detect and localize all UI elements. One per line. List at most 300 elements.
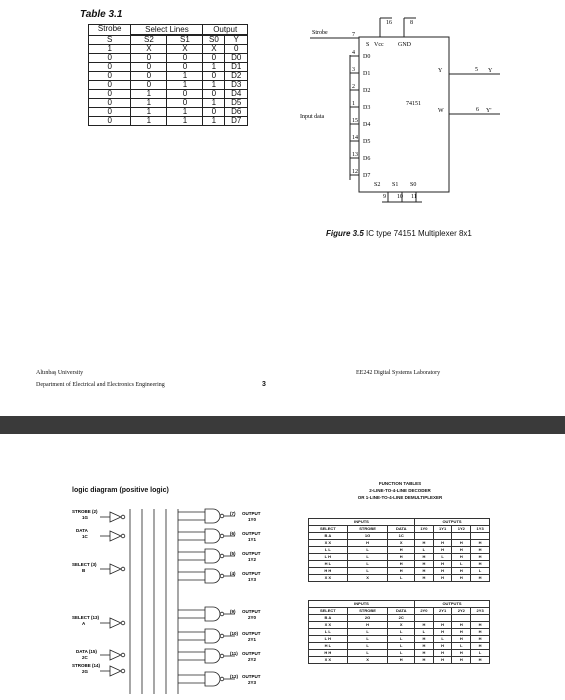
function-tables-title [300, 480, 500, 501]
ft-cell: H [471, 629, 490, 636]
output-label: OUTPUT [242, 511, 261, 516]
ft-cell: H [415, 650, 434, 657]
ft-cell: H [452, 540, 471, 547]
output-pin: (12) [230, 674, 239, 679]
ft-column-subheader [433, 615, 452, 622]
output-sub: 1Y0 [248, 517, 257, 522]
function-tables-title-1: FUNCTION TABLES [378, 481, 422, 486]
ft-column-subheader: 1C [388, 533, 415, 540]
truth-header-output: Output [203, 25, 248, 35]
ft-cell: L [388, 650, 415, 657]
y-out: Y [488, 68, 493, 74]
truth-cell: 0 [131, 81, 167, 90]
truth-cell: 1 [203, 117, 225, 126]
ft-cell: H [415, 561, 434, 568]
label-data-1c-sub: 1C [82, 534, 88, 539]
select-s0: S0 [410, 182, 417, 188]
truth-cell: 0 [167, 54, 203, 63]
buffer-gate [110, 564, 121, 574]
ft-column-subheader [471, 533, 490, 540]
function-tables-title-2: 2-LINE-TO-4-LINE DECODER [369, 488, 431, 493]
ft-cell: H [388, 554, 415, 561]
truth-subheader: Y [225, 36, 248, 45]
truth-cell: 0 [89, 99, 131, 108]
truth-cell: 1 [203, 63, 225, 72]
ft-cell: L [415, 629, 434, 636]
inverter-bubble [121, 515, 125, 519]
truth-header-strobe: Strobe [89, 25, 131, 36]
ft-cell: X X [309, 575, 348, 582]
data-pin-label: D1 [363, 71, 371, 77]
nand-gate [205, 569, 220, 583]
truth-subheader: S0 [203, 36, 225, 45]
inverter-bubble [121, 669, 125, 673]
ft-cell: H [433, 547, 452, 554]
ft-cell: L [347, 568, 388, 575]
inverter-bubble [121, 653, 125, 657]
ft-cell: H [471, 657, 490, 664]
ft-cell: L [347, 561, 388, 568]
truth-cell: D3 [225, 81, 248, 90]
truth-cell: 0 [89, 54, 131, 63]
ft-cell: L [347, 547, 388, 554]
ft-column-header: SELECT [309, 526, 348, 533]
ft-cell: H [452, 657, 471, 664]
label-data-2c: DATA (15) [76, 649, 97, 654]
ft-cell: H [415, 575, 434, 582]
footer-university: Altınbaş University [36, 370, 84, 376]
ft-cell: H [433, 657, 452, 664]
inverter-bubble [220, 634, 224, 638]
ft-cell: L [347, 554, 388, 561]
ft-cell: L [388, 629, 415, 636]
ft-cell: L L [309, 629, 348, 636]
ft-cell: H H [309, 568, 348, 575]
ft-cell: H [471, 575, 490, 582]
ft-row [309, 650, 490, 657]
ft-cell: H [433, 568, 452, 575]
output-label: OUTPUT [242, 631, 261, 636]
ft-cell: L [452, 643, 471, 650]
ft-cell: L H [309, 636, 348, 643]
w-out: Y' [486, 108, 492, 114]
input-data-label: Input data [300, 114, 325, 120]
function-table-1 [308, 518, 490, 582]
inverter-bubble [121, 567, 125, 571]
truth-cell: 0 [225, 45, 248, 54]
ft-cell: H [471, 622, 490, 629]
data-pin-number: 15 [352, 118, 358, 124]
logic-diagram-title: logic diagram (positive logic) [72, 487, 169, 494]
buffer-gate [110, 618, 121, 628]
label-data-2c-sub: 2C [82, 655, 88, 660]
inverter-bubble [220, 514, 224, 518]
strobe-pin-number: 7 [352, 32, 355, 38]
ft-column-header: SELECT [309, 608, 348, 615]
truth-cell: D5 [225, 99, 248, 108]
truth-cell: 0 [203, 54, 225, 63]
ft-cell: H [471, 547, 490, 554]
ft-column-subheader [415, 615, 434, 622]
nand-gate [205, 529, 220, 543]
label-select-a-sub: A [82, 621, 86, 626]
function-tables-title-3: OR 1-LINE-TO-4-LINE DEMULTIPLEXER [357, 495, 443, 500]
truth-row [89, 108, 248, 117]
output-label: OUTPUT [242, 651, 261, 656]
truth-cell: D4 [225, 90, 248, 99]
truth-cell: 0 [89, 117, 131, 126]
truth-row [89, 63, 248, 72]
ft-cell: L [347, 629, 388, 636]
output-label: OUTPUT [242, 674, 261, 679]
ft-row [309, 636, 490, 643]
truth-table [88, 24, 248, 126]
ft-cell: L [347, 636, 388, 643]
ft-cell: H [471, 540, 490, 547]
ft-column-header: DATA [388, 526, 415, 533]
ft-cell: H [388, 568, 415, 575]
ft-cell: L [388, 643, 415, 650]
ft-cell: H [415, 636, 434, 643]
output-pin: (4) [230, 571, 236, 576]
truth-cell: 0 [131, 63, 167, 72]
ft-cell: L H [309, 554, 348, 561]
truth-header-select: Select Lines [131, 25, 203, 35]
figure-caption-label: Figure 3.5 [326, 229, 364, 238]
truth-cell: 0 [89, 108, 131, 117]
truth-cell: D2 [225, 72, 248, 81]
data-pin-label: D3 [363, 105, 371, 111]
output-sub: 1Y2 [248, 557, 257, 562]
truth-cell: 1 [167, 108, 203, 117]
truth-row [89, 72, 248, 81]
truth-cell: 0 [131, 54, 167, 63]
truth-cell: D7 [225, 117, 248, 126]
truth-cell: 0 [89, 90, 131, 99]
ft-cell: H [433, 643, 452, 650]
ft-row [309, 547, 490, 554]
ft-column-subheader: 2C [388, 615, 415, 622]
nand-gate [205, 629, 220, 643]
ft-cell: X [388, 540, 415, 547]
logic-diagram [70, 499, 285, 700]
data-pin-label: D4 [363, 122, 371, 128]
ft-cell: L [415, 547, 434, 554]
data-pin-number: 12 [352, 169, 358, 175]
truth-cell: 1 [131, 90, 167, 99]
output-label: OUTPUT [242, 531, 261, 536]
output-pin: (7) [230, 511, 236, 516]
figure-caption [326, 229, 472, 238]
ft-column-header: 1Y0 [415, 526, 434, 533]
truth-row [89, 99, 248, 108]
output-pin: (6) [230, 531, 236, 536]
ft-column-header: DATA [388, 608, 415, 615]
ft-cell: H [471, 636, 490, 643]
data-pin-number: 14 [352, 135, 358, 141]
output-label: OUTPUT [242, 551, 261, 556]
output-pin: (5) [230, 551, 236, 556]
ft-cell: X X [309, 540, 348, 547]
ft-cell: H [433, 540, 452, 547]
ft-column-header: 2Y3 [471, 608, 490, 615]
ft-row [309, 554, 490, 561]
truth-cell: 1 [167, 117, 203, 126]
ft-cell: H [471, 561, 490, 568]
ft-column-header: 2Y2 [452, 608, 471, 615]
output-label: OUTPUT [242, 609, 261, 614]
output-pin: (11) [230, 651, 238, 656]
ft-column-header: STROBE [347, 608, 388, 615]
ft-cell: H [388, 547, 415, 554]
inverter-bubble [121, 534, 125, 538]
ft-column-subheader: 2G [347, 615, 388, 622]
output-sub: 2Y0 [248, 615, 257, 620]
y-pin: 5 [475, 67, 478, 73]
ft-cell: H [347, 622, 388, 629]
buffer-gate [110, 531, 121, 541]
label-vcc: Vcc [374, 42, 384, 48]
inverter-bubble [220, 574, 224, 578]
label-select-b: SELECT (3) [72, 562, 97, 567]
ft-cell: H [415, 540, 434, 547]
truth-cell: 0 [89, 72, 131, 81]
ft-cell: H [452, 554, 471, 561]
ft-cell: H [452, 636, 471, 643]
output-sub: 2Y2 [248, 657, 257, 662]
figure-caption-text: IC type 74151 Multiplexer 8x1 [363, 229, 472, 238]
page-separator [0, 416, 565, 434]
data-pin-label: D0 [363, 54, 371, 60]
ft-outputs-header: OUTPUTS [415, 601, 490, 608]
select-pin-10: 10 [397, 194, 403, 200]
ft-cell: H [452, 650, 471, 657]
truth-cell: X [203, 45, 225, 54]
select-s2: S2 [374, 182, 381, 188]
ft-cell: H [452, 575, 471, 582]
w-pin: 6 [476, 107, 479, 113]
buffer-gate [110, 666, 121, 676]
truth-subheader: S2 [131, 36, 167, 45]
truth-row [89, 45, 248, 54]
output-pin: (9) [230, 609, 236, 614]
ft-cell: L [471, 650, 490, 657]
ft-row [309, 657, 490, 664]
data-pin-number: 3 [352, 67, 355, 73]
ft-cell: H [433, 629, 452, 636]
ft-row [309, 575, 490, 582]
truth-cell: D6 [225, 108, 248, 117]
ft-row [309, 568, 490, 575]
ft-cell: H [471, 554, 490, 561]
ft-cell: H [433, 650, 452, 657]
label-gnd: GND [398, 42, 411, 48]
ft-inputs-header: INPUTS [309, 601, 415, 608]
truth-subheader: S [89, 36, 131, 45]
data-pin-label: D7 [363, 173, 371, 179]
label-strobe-1g: STROBE (2) [72, 509, 98, 514]
ft-cell: H H [309, 650, 348, 657]
select-pin-11: 11 [411, 194, 417, 200]
ft-column-subheader [471, 615, 490, 622]
ft-column-subheader [452, 533, 471, 540]
output-sub: 2Y3 [248, 680, 257, 685]
truth-cell: 0 [89, 81, 131, 90]
truth-cell: 1 [89, 45, 131, 54]
inverter-bubble [220, 654, 224, 658]
truth-cell: D1 [225, 63, 248, 72]
buffer-gate [110, 512, 121, 522]
ft-column-subheader [433, 533, 452, 540]
ft-row [309, 622, 490, 629]
output-sub: 1Y3 [248, 577, 257, 582]
truth-cell: 1 [131, 108, 167, 117]
truth-subheader: S1 [167, 36, 203, 45]
truth-cell: 0 [167, 63, 203, 72]
ft-cell: L [347, 650, 388, 657]
ft-cell: H [388, 561, 415, 568]
ft-cell: H [452, 568, 471, 575]
data-pin-number: 4 [352, 50, 355, 56]
ft-column-subheader: B A [309, 615, 348, 622]
ft-row [309, 540, 490, 547]
select-s1: S1 [392, 182, 399, 188]
ft-cell: H [471, 643, 490, 650]
truth-cell: 0 [167, 90, 203, 99]
truth-cell: 0 [203, 90, 225, 99]
data-pin-label: D6 [363, 156, 371, 162]
ft-column-header: 2Y0 [415, 608, 434, 615]
truth-cell: 1 [203, 81, 225, 90]
ft-row [309, 643, 490, 650]
ft-cell: L [471, 568, 490, 575]
label-strobe-1g-sub: 1G [82, 515, 89, 520]
ft-cell: X X [309, 622, 348, 629]
ft-inputs-header: INPUTS [309, 519, 415, 526]
ft-cell: H [347, 540, 388, 547]
ft-column-header: 2Y1 [433, 608, 452, 615]
pin-16: 16 [386, 20, 392, 26]
truth-cell: 1 [167, 81, 203, 90]
truth-row [89, 117, 248, 126]
inverter-bubble [220, 677, 224, 681]
ft-cell: L [433, 554, 452, 561]
ft-cell: H [415, 568, 434, 575]
ft-cell: L [388, 636, 415, 643]
label-strobe-2g: STROBE (14) [72, 663, 101, 668]
footer-department: Department of Electrical and Electronics Engineering [36, 382, 165, 388]
truth-cell: 0 [203, 108, 225, 117]
data-pin-label: D2 [363, 88, 371, 94]
data-pin-number: 1 [352, 101, 355, 107]
inverter-bubble [121, 621, 125, 625]
truth-cell: 1 [131, 99, 167, 108]
output-sub: 1Y1 [248, 537, 257, 542]
ft-cell: L [433, 636, 452, 643]
ft-cell: X X [309, 657, 348, 664]
label-s: S [366, 42, 370, 48]
nand-gate [205, 607, 220, 621]
data-pin-label: D5 [363, 139, 371, 145]
truth-cell: X [167, 45, 203, 54]
buffer-gate [110, 650, 121, 660]
chip-number: 74151 [406, 101, 421, 107]
ft-column-subheader [452, 615, 471, 622]
output-sub: 2Y1 [248, 637, 257, 642]
ft-cell: X [388, 622, 415, 629]
data-pin-number: 2 [352, 84, 355, 90]
ft-row [309, 561, 490, 568]
footer-course: EE242 Digital Systems Laboratory [356, 370, 441, 376]
ft-column-header: 1Y1 [433, 526, 452, 533]
ft-cell: L [388, 575, 415, 582]
ft-outputs-header: OUTPUTS [415, 519, 490, 526]
inverter-bubble [220, 554, 224, 558]
truth-row [89, 90, 248, 99]
ft-cell: H [415, 554, 434, 561]
ft-cell: H [415, 657, 434, 664]
nand-gate [205, 549, 220, 563]
ft-cell: X [347, 575, 388, 582]
ft-column-header: 1Y2 [452, 526, 471, 533]
ft-cell: L [452, 561, 471, 568]
nand-gate [205, 649, 220, 663]
document-page-bottom [0, 434, 565, 700]
pin-8: 8 [410, 20, 413, 26]
y-label: Y [438, 68, 443, 74]
data-pin-number: 13 [352, 152, 358, 158]
truth-cell: X [131, 45, 167, 54]
truth-row [89, 81, 248, 90]
ft-row [309, 629, 490, 636]
ft-cell: H [452, 547, 471, 554]
truth-cell: 1 [203, 99, 225, 108]
label-data-1c: DATA [76, 528, 88, 533]
ic-74151-diagram [300, 10, 510, 205]
truth-cell: 0 [89, 63, 131, 72]
select-pin-9: 9 [383, 194, 386, 200]
ft-cell: H [433, 575, 452, 582]
ft-cell: H L [309, 561, 348, 568]
nand-gate [205, 509, 220, 523]
chip-body [359, 37, 449, 192]
ft-cell: H [433, 561, 452, 568]
ft-column-header: 1Y3 [471, 526, 490, 533]
ft-cell: H [433, 622, 452, 629]
strobe-label: Strobe [312, 30, 328, 36]
truth-row [89, 54, 248, 63]
w-label: W [438, 108, 444, 114]
ft-cell: H L [309, 643, 348, 650]
ft-cell: H [452, 629, 471, 636]
ft-cell: H [388, 657, 415, 664]
ft-cell: H [452, 622, 471, 629]
ft-cell: H [415, 622, 434, 629]
truth-cell: D0 [225, 54, 248, 63]
truth-cell: 0 [131, 72, 167, 81]
label-strobe-2g-sub: 2G [82, 669, 89, 674]
inverter-bubble [220, 612, 224, 616]
truth-cell: 0 [203, 72, 225, 81]
truth-cell: 1 [167, 72, 203, 81]
truth-cell: 0 [167, 99, 203, 108]
ft-column-subheader: 1G [347, 533, 388, 540]
label-select-b-sub: B [82, 568, 86, 573]
output-label: OUTPUT [242, 571, 261, 576]
function-table-2 [308, 600, 490, 664]
truth-cell: 1 [131, 117, 167, 126]
ft-cell: X [347, 657, 388, 664]
